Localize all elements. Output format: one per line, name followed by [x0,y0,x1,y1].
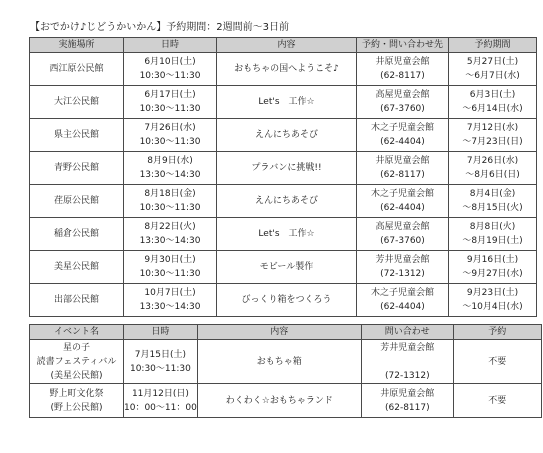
table-row [30,185,537,218]
contact-cell [357,86,449,119]
content-cell: えんにちあそび [217,185,357,218]
reservation-period-cell [449,185,537,218]
event-date: 7月26日(水) [144,123,196,133]
event-date: 6月17日(土) [144,90,196,100]
contact-name: 井原児童会館 [375,57,430,67]
contact-cell [357,53,449,86]
contact-cell [357,284,449,317]
contact-phone: (67-3760) [380,236,425,246]
page-title: 【おでかけ♪じどうかいかん】予約期間：2週間前〜3日前 [30,22,290,33]
header-contact: 問い合わせ [361,325,453,340]
content-cell: びっくり箱をつくろう [217,284,357,317]
table-row [30,251,537,284]
contact-name: 木之子児童会館 [370,189,434,199]
datetime-cell [124,340,198,384]
contact-name: 芳井児童会館 [375,255,430,265]
period-end: 〜9月27日(水) [462,269,523,279]
header-reservation-period: 予約期間 [449,38,537,53]
period-start: 5月27日(土) [466,57,519,67]
contact-phone: (72-1312) [384,370,430,381]
event-venue: (野上公民館) [50,402,103,413]
contact-name: 高屋児童会館 [375,90,430,100]
event-date: 9月30日(土) [144,255,196,265]
header-contact: 予約・問い合わせ先 [357,38,449,53]
contact-phone: (62-4404) [380,203,425,213]
period-start: 6月3日(土) [469,90,516,100]
event-time: 10:30〜11:30 [139,137,201,147]
place-cell: 西江原公民館 [30,53,124,86]
header-content: 内容 [217,38,357,53]
content-cell: モビール製作 [217,251,357,284]
datetime-cell [124,86,217,119]
reservation-period-cell [449,218,537,251]
contact-phone: (67-3760) [380,104,425,114]
datetime-cell [124,185,217,218]
event-name-line: 野上町文化祭 [49,388,104,399]
event-date: 7月15日(土) [134,349,186,360]
event-time: 10:30〜11:30 [139,269,201,279]
period-start: 7月26日(水) [466,156,519,166]
datetime-cell [124,53,217,86]
place-cell: 県主公民館 [30,119,124,152]
table-row [30,218,537,251]
event-time: 13:30〜14:30 [139,302,201,312]
period-end: 〜8月15日(火) [462,203,523,213]
contact-phone: (62-8117) [380,71,425,81]
reservation-period-cell [449,86,537,119]
table-header-row [30,38,537,53]
event-date: 10月7日(土) [144,288,196,298]
header-reservation: 予約 [453,325,541,340]
event-name-line: 星の子 [62,342,90,353]
contact-phone: (62-8117) [384,402,430,413]
period-start: 7月12日(水) [466,123,519,133]
contact-cell [361,384,453,418]
table-row [30,384,542,418]
period-end: 〜6月14日(水) [462,104,523,114]
period-start: 8月8日(火) [469,222,516,232]
contact-name: 高屋児童会館 [375,222,430,232]
contact-cell [357,251,449,284]
contact-name: 井原児童会館 [375,156,430,166]
event-time: 10：00〜11：00 [124,402,197,413]
place-cell: 青野公民館 [30,152,124,185]
contact-phone: (72-1312) [380,269,425,279]
datetime-cell [124,284,217,317]
period-end: 〜7月23日(日) [462,137,523,147]
content-cell: Let's 工作☆ [217,218,357,251]
contact-name: 木之子児童会館 [370,123,434,133]
event-date: 8月22日(火) [144,222,196,232]
period-start: 8月4日(金) [469,189,516,199]
event-date: 11月12日(日) [131,388,189,399]
event-name-line: 読書フェスティバル [36,356,117,367]
period-end: 〜8月6日(日) [465,170,520,180]
place-cell: 美星公民館 [30,251,124,284]
contact-name: 木之子児童会館 [370,288,434,298]
header-place: 実施場所 [30,38,124,53]
datetime-cell [124,218,217,251]
event-date: 8月18日(金) [144,189,196,199]
content-cell: Let's 工作☆ [217,86,357,119]
table-row [30,340,542,384]
contact-name: 井原児童会館 [380,388,435,399]
table-row [30,86,537,119]
content-cell: わくわく☆おもちゃランド [197,384,361,418]
header-datetime: 日時 [124,38,217,53]
content-cell: おもちゃの国へようこそ♪ [217,53,357,86]
table-row [30,119,537,152]
reservation-period-cell [449,53,537,86]
header-content: 内容 [197,325,361,340]
event-time: 10:30〜11:30 [129,363,191,374]
event-table [29,324,542,418]
contact-phone: (62-4404) [380,137,425,147]
event-time: 10:30〜11:30 [139,203,201,213]
period-start: 9月16日(土) [466,255,519,265]
reservation-period-cell [449,284,537,317]
reservation-period-cell [449,119,537,152]
header-event-name: イベント名 [30,325,124,340]
content-cell: プラバンに挑戦!! [217,152,357,185]
contact-cell [357,119,449,152]
datetime-cell [124,251,217,284]
contact-cell [357,185,449,218]
period-end: 〜6月7日(水) [465,71,520,81]
contact-spacer [362,355,453,369]
contact-phone: (62-4404) [380,302,425,312]
content-cell: おもちゃ箱 [197,340,361,384]
event-name-cell [30,340,124,384]
table-header-row [30,325,542,340]
contact-name: 芳井児童会館 [380,342,435,353]
event-venue: (美星公民館) [50,370,103,381]
header-datetime: 日時 [124,325,198,340]
program-schedule-table [29,37,537,317]
contact-cell [361,340,453,384]
event-time: 13:30〜14:30 [139,170,201,180]
datetime-cell [124,119,217,152]
reservation-cell: 不要 [453,384,541,418]
datetime-cell [124,384,198,418]
contact-cell [357,152,449,185]
period-start: 9月23日(土) [466,288,519,298]
event-date: 6月10日(土) [144,57,196,67]
reservation-cell: 不要 [453,340,541,384]
place-cell: 大江公民館 [30,86,124,119]
place-cell: 稲倉公民館 [30,218,124,251]
period-end: 〜10月4日(水) [462,302,523,312]
contact-cell [357,218,449,251]
event-time: 10:30〜11:30 [139,104,201,114]
contact-phone: (62-8117) [380,170,425,180]
table-row [30,53,537,86]
place-cell: 出部公民館 [30,284,124,317]
event-name-cell [30,384,124,418]
datetime-cell [124,152,217,185]
reservation-period-cell [449,251,537,284]
event-date: 8月9日(水) [147,156,193,166]
event-time: 13:30〜14:30 [139,236,201,246]
reservation-period-cell [449,152,537,185]
event-time: 10:30〜11:30 [139,71,201,81]
place-cell: 荏原公民館 [30,185,124,218]
table-row [30,152,537,185]
content-cell: えんにちあそび [217,119,357,152]
period-end: 〜8月19日(土) [462,236,523,246]
table-row [30,284,537,317]
